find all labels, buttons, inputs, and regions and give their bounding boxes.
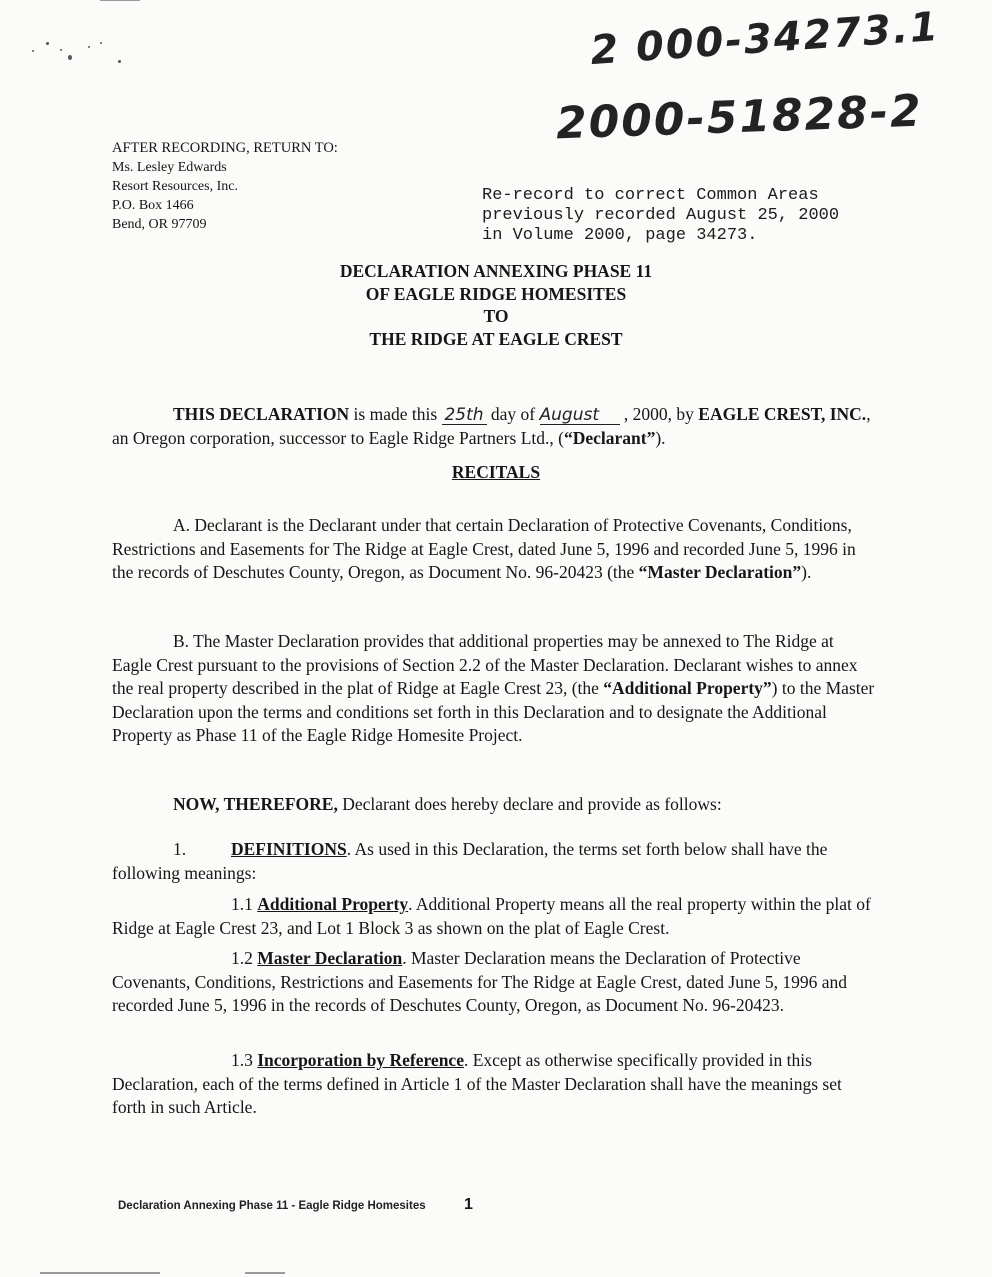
handwritten-recording-number-1: 2 000-34273.1 — [588, 3, 942, 75]
recital-b-text: B. The Master Declaration provides that additional properties may be annexed to The Ridge at Eagle Crest pursuant to the provisions of Section 2.2 of the Master Declaration. Declarant wishes to annex the real property described in the plat of Ridge at Eagle Crest 23, (the — [112, 631, 858, 698]
section-number: 1.1 — [231, 894, 258, 914]
recital-b — [112, 630, 877, 748]
intro-text: , 2000, by — [619, 404, 699, 424]
title-line: DECLARATION ANNEXING PHASE 11 — [339, 261, 653, 281]
recital-a-text: A. Declarant is the Declarant under that certain Declaration of Protective Covenants, Conditions, Restrictions and Easements for The Ridge at Eagle Crest, dated June 5, 1996 and recorded June 5, 1996 in the records of Deschutes County, Oregon, as Document No. 96-20423 (the — [112, 515, 856, 582]
section-heading: Additional Property — [257, 894, 409, 914]
section-heading: Incorporation by Reference — [257, 1050, 464, 1070]
intro-text: , an Oregon corporation, successor to Eagle Ridge Partners Ltd., ( — [112, 404, 871, 448]
section-text: . Additional Property means all the real property within the plat of Ridge at Eagle Crest 23, and Lot 1 Block 3 as shown on the plat of Eagle Crest. — [112, 894, 871, 938]
rerecord-line: previously recorded August 25, 2000 — [482, 206, 840, 225]
page-footer: Declaration Annexing Phase 11 - Eagle Ridge Homesites — [118, 1200, 426, 1212]
now-therefore-lead: NOW, THEREFORE, — [173, 794, 338, 814]
section-number: 1.2 — [231, 948, 258, 968]
day-field: 25th — [442, 406, 487, 425]
now-therefore-text: Declarant does hereby declare and provide as follows: — [337, 794, 722, 814]
intro-company: EAGLE CREST, INC. — [698, 404, 867, 424]
return-line: Bend, OR 97709 — [112, 217, 207, 232]
section-text: . As used in this Declaration, the terms set forth below shall have the following meanings: — [112, 839, 828, 883]
section-1-definitions — [112, 838, 877, 885]
now-therefore-paragraph — [112, 793, 877, 817]
return-line: Ms. Lesley Edwards — [112, 160, 227, 175]
return-line: P.O. Box 1466 — [112, 198, 194, 213]
return-address-block — [112, 139, 338, 234]
recitals-heading: RECITALS — [451, 462, 541, 482]
intro-declarant: “Declarant” — [563, 427, 656, 448]
scan-edge-line — [40, 1272, 160, 1274]
section-number: 1.3 — [231, 1050, 258, 1070]
section-1-1 — [112, 893, 877, 940]
recital-a — [112, 514, 877, 585]
section-1-3 — [112, 1049, 877, 1120]
section-heading: DEFINITIONS — [231, 839, 347, 859]
scan-edge-line — [245, 1272, 285, 1274]
intro-paragraph — [112, 403, 877, 450]
recital-a-end: ). — [801, 562, 812, 582]
intro-text: day of — [486, 404, 540, 424]
recital-b-end: ) to the Master Declaration upon the terms and conditions set forth in this Declaration and to designate the Additional Property as Phase 11 of the Eagle Ridge Homesite Project. — [112, 678, 875, 745]
return-heading: AFTER RECORDING, RETURN TO: — [112, 140, 338, 156]
title-line: THE RIDGE AT EAGLE CREST — [369, 328, 623, 349]
return-line: Resort Resources, Inc. — [112, 179, 238, 194]
intro-text: is made this — [349, 404, 442, 424]
scan-edge-line — [100, 0, 140, 1]
rerecord-line: Re-record to correct Common Areas — [482, 186, 819, 205]
intro-lead: THIS DECLARATION — [173, 404, 350, 424]
rerecord-line: in Volume 2000, page 34273. — [482, 226, 758, 245]
rerecord-note — [482, 186, 922, 246]
page-number: 1 — [464, 1196, 473, 1213]
title-line: TO — [483, 306, 509, 326]
intro-text: ). — [655, 427, 666, 448]
section-text: . Master Declaration means the Declaration of Protective Covenants, Conditions, Restrictions and Easements for The Ridge at Eagle Crest, dated June 5, 1996 and recorded June 5, 1996 in the records of Deschutes County, Oregon, as Document No. 96-20423. — [112, 948, 848, 1015]
section-1-2 — [112, 947, 877, 1018]
title-line: OF EAGLE RIDGE HOMESITES — [365, 283, 627, 304]
document-title — [0, 260, 992, 350]
section-number: 1. — [173, 839, 187, 859]
month-field: August — [540, 406, 620, 425]
handwritten-recording-number-2: 2000-51828-2 — [555, 85, 924, 150]
section-heading: Master Declaration — [257, 948, 403, 968]
recital-b-term: “Additional Property” — [603, 678, 772, 698]
section-text: . Except as otherwise specifically provided in this Declaration, each of the terms defined in Article 1 of the Master Declaration shall have the meanings set forth in such Article. — [112, 1050, 842, 1117]
recital-a-term: “Master Declaration” — [638, 562, 802, 582]
